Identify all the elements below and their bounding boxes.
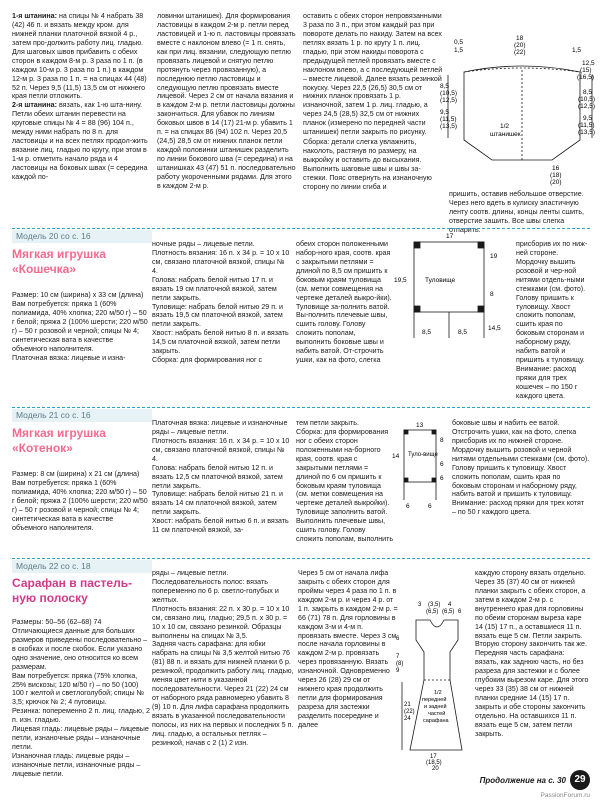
title-22-line2: ную полоску (12, 591, 88, 605)
s21-dim-r1: 8 (440, 437, 444, 444)
s20-dim-b2: 8,5 (458, 329, 468, 336)
s20-label-body: Туловище (425, 277, 456, 284)
dim-side2: (15) (580, 67, 592, 74)
s22-dim-t2: (3,5) (428, 602, 441, 608)
kitten-cat-diagram (392, 230, 514, 355)
s21-col4-text: боковые швы и набить ее ватой. Отстрочить ушки, как на фото, слегка присборив их по нижней стороне. Мордочку вышить розовой и черной нитями отдельными стежками (см. фото). Голову пришить к туловищу. Хвост сложить пополам, сшить края по боковым сторонам и наборному ряду, набить ватой и пришить к туловищу. Внимание: расход пряжи для трех котят – по 50 г каждого цвета. (452, 418, 590, 517)
s21-dim-r3: 6 (440, 475, 444, 482)
top-col4-text: пришить, оставив небольшое отверстие. Через него вдеть в кулиску эластичную ленту соотв. длины, концы ленты сшить, отверстие зашить. Все швы слегка отпарить. (449, 190, 584, 234)
dim-15b: 1,5 (572, 47, 582, 54)
s22-dim-t4: (6,5) (426, 609, 439, 615)
top-col3-text: оставить с обеих сторон непровязанными 3 раза по 3 п., при этом каждый раз при повороте делать по накиду. Затем на всех петлях вязать 1 р. по кругу 1 п. лиц. гладью, при этом накиды поворота с предыдущей петлей провязать вместе с наклоном влево, а с последующей петлей – вместе лицевой. Далее вязать резинкой покуску. Через 22,5 (26,5) 30,5 см от нижних планок провязать 1 р. изнаночной, затем 1 р. лиц. гладью, а через 24,5 (28,5) 32,5 см от нижних планок (измерено по передней части штанишек) петли закрыть по рисунку. (303, 12, 443, 137)
s22-label-4: частей (428, 711, 446, 717)
s20-col1 (12, 282, 150, 371)
sundress-diagram (396, 600, 476, 770)
band-label-21: Модель 21 со с. 16 (16, 410, 91, 420)
dim-ll3: (13,5) (440, 123, 457, 130)
s21-dim-b2: 6 (428, 503, 432, 510)
band-model-20 (12, 230, 152, 243)
top-col3 (303, 12, 443, 192)
s21-col3 (296, 410, 394, 553)
s22-col4 (475, 560, 590, 748)
s22-dim-t1: 3 (418, 602, 422, 608)
s22-dim-b1: 17 (430, 754, 437, 760)
dim-rl1: 9,5 (583, 115, 593, 122)
s21-col2-text: Платочная вязка: лицевые и изнаночные ряды – лицевые петли. Плотность вязания: 16 п. х 34 р. = 10 х 10 см, связано платочной вязкой, спицы № 4. Голова: набрать белой нитью 12 п. и вязать 12,5 см платочной вязкой, затем петли закрыть. Туловище: набрать белой нитью 21 п. и вязать 14 см платочной вязкой, затем петли закрыть. Хвост: набрать белой нитью 6 п. и вязать 11 см платочной вязкой, за- (152, 418, 290, 535)
watermark: PassionForum.ru (540, 792, 590, 799)
top-col2-text: ловинки штанишек). Для формирования ластовицы в каждом 2-м р. петли перед ластовицей и 1-ю п. ластовицы провязать вместе с наклоном влево (= 1 п. снять, как при лиц. вязании, следующую петлю провязать лицевой и снятую петлю протянуть через провязанную), а последнюю петлю ластовицы и следующую петлю провязать вместе лицевой. Через 2 см от начала вязания и в каждом 2-м р. петли ластовицы должны закончиться. Для убавок по линиям боковых швов в 14 (17) 21-м р. убавить 1 п. = на спицах 86 (94) 102 п. Через 20,5 (24,5) 28,5 см от нижних планок петли каждой половинки штанишек разделить по линии бокового шва (= середина) и на штанишках 43 (47) 51 п. последовательно работу укороченными рядами. Для этого в каждом 2-м р. (157, 12, 296, 190)
s20-col3 (296, 231, 393, 374)
s20-dim-r2: 14,5 (488, 325, 501, 332)
s22-dim-h1: 21 (404, 702, 411, 708)
dim-w18: (18) (550, 172, 562, 179)
s22-col3 (298, 560, 398, 739)
s21-col4 (452, 410, 590, 526)
label-shorts: штанишек (490, 131, 521, 138)
dim-20: (20) (514, 42, 526, 49)
s20-dim-side: 8 (490, 291, 494, 298)
s22-dim-t3: 4 (448, 602, 452, 608)
s22-dim-t5: (6,5) (442, 609, 455, 615)
dim-w20: (20) (550, 179, 562, 186)
dim-ll2: (11,5) (440, 116, 457, 123)
s21-dim-left: 14 (392, 453, 400, 460)
band-label-20: Модель 20 со с. 16 (16, 231, 91, 241)
dim-side3: (16,5) (577, 74, 594, 81)
dim-22: (22) (514, 49, 526, 56)
page-number: 29 (570, 770, 590, 790)
s22-dim-l4: 9 (396, 668, 400, 674)
divider-20 (12, 228, 590, 229)
dim-side1: 12,5 (582, 60, 595, 67)
top-col1-text-b: 2-я штанина: вязать, как 1-ю шта-нину. Петли обеих штанин перевести на круговые спицы № 4 = 88 (96) 104 п., между ними набрать по 8 п. для ластовицы и на всех петлях продол-жить вязание лиц. гладью по кругу, при этом в 1-м р. отметить начало ряда и 4 ластовицы на боковых швах (= середина каждой по- (12, 101, 148, 181)
s22-label-5: сарафана (423, 718, 449, 724)
s20-col4-text: присборив их по ниж-ней стороне. Мордочку вышить розовой и чер-ной нитями отдель-ными стежками (см. фото). Голову пришить к туловищу. Хвост сложить пополам, сшить края по боковым сторонам и наборному ряду, набить ватой и пришить к туловищу. Внимание: расход пряжи для трех кошечек – по 150 г каждого цвета. (516, 239, 588, 400)
title-21-line1: Мягкая игрушка (12, 426, 106, 440)
top-col3-assembly: Сборка: детали слегка увлажнить, наколоть, растянув по размеру, на выкройку и оставить до высыхания. Выполнить шаговые швы и швы за-стежки. Пояс отвернуть на изнаночную сторону по линии сгиба и (303, 138, 432, 191)
divider-21 (12, 407, 590, 408)
top-col1-text-a: 1-я штанина: на спицы № 4 набрать 38 (42) 46 п. и вязать между кром. для нижней планки платочной вязкой 4 р., затем про-должить работу лиц. гладью. Для шаговых швов прибавить с обеих сторон в каждом 8-м р. 3 раза по 1 п. (в каждом 10-м р. 3 раза по 1 п.) в каждом 12-м р. 3 раза по 1 п. = на спицах 44 (48) 52 п. Через 9,5 (11,5) 13,5 см от нижнего края петли отложить. (12, 12, 147, 101)
top-col2 (157, 12, 297, 191)
sundress-outline (410, 620, 462, 750)
divider-22 (12, 558, 590, 559)
dim-rl2: (11,5) (578, 122, 595, 129)
kitten-diagram (392, 420, 452, 510)
s21-col1 (12, 461, 150, 541)
dim-w16: 16 (552, 165, 560, 172)
dim-18: 18 (516, 35, 524, 42)
s22-dim-h2: (22) (404, 709, 415, 715)
s22-label-3: и задней (424, 704, 447, 710)
s21-dim-r2: 6 (440, 461, 444, 468)
s20-dim-left: 19,5 (394, 277, 407, 284)
s20-col3-text: обеих сторон положенными набор-ного края, соотв. края с закрытыми петлями = длиной по 8,5 см пришить к боковым краям туловища (см. метки совмещения на чертеже деталей выкро-йки). Туловище за-полнить ватой. Вы-полнить плечевые швы, сшить голову. Голову сложить пополам, выполнить боковые швы и набить ватой. От-строчить ушки, как на фото, слегка (296, 239, 392, 365)
title-21-line2: «Котенок» (12, 441, 73, 455)
s20-dim-top: 17 (446, 233, 454, 240)
shorts-pattern-diagram (440, 30, 600, 190)
s21-col2 (152, 410, 292, 544)
title-22-line1: Сарафан в пастель- (12, 576, 133, 590)
dim-05: 0,5 (454, 39, 464, 46)
title-20 (12, 247, 106, 277)
s22-dim-t6: 6 (458, 609, 462, 615)
s22-col3-text: Через 5 см от начала лифа закрыть с обеих сторон для проймы через 4 раза по 1 п. в каждом 2-м р. и через 4 р. от 1 п. закрыть в каждом 2-м р. = 66 (71) 78 п. Для горловины в каждом 3-м и 4-м п. провязать вместе. Через 3 см после начала горловины в каждом 2-м р. провязать через провязанную. Вязать изнаночной. Одновременно через 26 (28) 29 см от нижнего края продолжить петли для формирования разреза для застежки разделить посередине и далее (298, 568, 398, 729)
s21-dim-b1: 6 (406, 503, 410, 510)
title-22 (12, 576, 132, 606)
s22-col2-text: ряды – лицевые петли. Последовательность полос: вязать попеременно по 6 р. светло-голубых и желтых. Плотность вязания: 22 п. х 30 р. = 10 х 10 см, связано лиц. гладью; 29,5 п. х 30 р. = 10 х 10 см, связано резинкой. Образцы выполнены на спицах № 3,5. Задняя часть сарафана: для юбки набрать на спицы № 3,5 желтой нитью 76 (81) 88 п. и вязать для нижней планки 6 р. резинкой, продолжить работу лиц. гладью, меняя цвет нити в указанной последовательности. Через 21 (22) 24 см от наборного ряда равномерно убавить 8 (9) 10 п. Для лифа сарафана продолжить вязать в указанной последовательности полосы, из них на первых и последних 5 п. лиц. гладью, а остальных петлях – резинкой, начав с 2 (1) 2 изн. (152, 568, 294, 747)
s22-col1-text: Размеры: 50–56 (62–68) 74 Отличающиеся данные для больших размеров приведены последовательно – в скобках и после скобок. Если указано одно значение, оно относится ко всем размерам. Вам потребуется: пряжа (75% хлопка, 25% вискозы; 120 м/50 г) – по 50 (100) 100 г желтой и светлоголубой; спицы № 3,5; крючок № 2; 4 пуговицы. Резинка: попеременно 2 п. лиц. гладью, 2 п. изн. гладью. Лицевая гладь: лицевые ряды – лицевые петли, изнаночные ряды – изнаночные петли. Изнаночная гладь: лицевые ряды – изнаночные петли, изнаночные ряды – лицевые петли. (12, 617, 150, 778)
s22-dim-b2: (18,5) (426, 760, 442, 766)
continued-note: Продолжение на с. 30 (479, 776, 566, 785)
dim-left3: (12,5) (440, 97, 457, 104)
title-20-line2: «Кошечка» (12, 262, 77, 276)
top-col1 (12, 12, 150, 182)
s21-col1-text: Размер: 8 см (ширина) х 21 см (длина) Вам потребуется: пряжа 1 (60% полиамида, 40% хлопка; 220 м/50 г) – 50 г белой; пряжа 2 (100% шерсти; 220 м/50 г) – 50 г розовой и черной; спицы № 4; синтетическая вата в качестве объемного наполнителя. (12, 469, 148, 532)
s22-label-2: передней (422, 697, 447, 703)
dim-rs1: 8,5 (583, 89, 593, 96)
band-model-21 (12, 409, 152, 422)
s22-dim-b3: 20 (432, 766, 439, 770)
dim-15a: 1,5 (454, 47, 464, 54)
s20-col2-text: ночные ряды – лицевые петли. Плотность вязания: 16 п. х 34 р. = 10 х 10 см, связано платочной вязкой, спицы № 4. Голова: набрать белой нитью 17 п. и вязать 19 см платочной вязкой, затем петли закрыть. Туловище: набрать белой нитью 29 п. и вязать 19,5 см платочной вязкой, затем петли закрыть. Хвост: набрать белой нитью 8 п. и вязать 14,5 см платочной вязкой, затем петли закрыть. Сборка: для формирования ног с (152, 239, 290, 365)
dim-rs3: (12,5) (578, 103, 595, 110)
s22-col4-text: каждую сторону вязать отдельно. Через 35 (37) 40 см от нижней планки закрыть с обеих сторон, а затем в каждом 2-м р. с внутреннего края для горловины по обеим сторонам выреза каре 14 (15) 17 п., а оставшиеся 11 п. вязать еще 5 см. Петли закрыть. Вторую сторону закончить так же. Передняя часть сарафана: вязать, как заднюю часть, но без разреза для застежки и с более глубоким вырезом каре. Для этого через 33 (35) 38 см от нижней планки средние 14 (15) 17 п. закрыть и обе стороны закончить отдельно. На оставшихся 11 п. вязать еще 5 см, затем петли закрыть. (475, 568, 589, 738)
s21-label-body: Туло-вище (408, 452, 438, 458)
s20-col4 (516, 231, 590, 410)
s21-dim-top: 13 (416, 422, 424, 429)
s22-dim-l2: 7 (396, 654, 400, 660)
shorts-outline (464, 66, 580, 160)
s22-dim-l1: 6 (396, 636, 400, 642)
dim-rl3: (13,5) (578, 129, 595, 136)
title-21 (12, 426, 106, 456)
s20-col2 (152, 231, 292, 374)
s22-dim-h3: 24 (404, 716, 411, 722)
title-20-line1: Мягкая игрушка (12, 247, 106, 261)
band-model-22 (12, 560, 152, 573)
dim-left2: (10,5) (440, 90, 457, 97)
label-half: 1/2 (500, 123, 510, 130)
dim-rs2: (10,5) (578, 96, 595, 103)
s22-label-1: 1/2 (434, 690, 442, 696)
s20-dim-b1: 8,5 (422, 329, 432, 336)
dim-ll1: 9,5 (440, 109, 450, 116)
s22-dim-l3: (8) (396, 661, 404, 667)
s21-col3-text: тем петли закрыть. Сборка: для формирования ног с обеих сторон положенными на-борного края, соотв. края с закрытыми петлями = длиной по 6 см пришить к боковым краям туловища (см. метки совмещения на чертеже деталей выкройки). Туловище заполнить ватой. Выполнить плечевые швы, сшить голову. Голову сложить пополам, выполнить (296, 418, 394, 544)
dim-left1: 8,5 (440, 83, 450, 90)
band-label-22: Модель 22 со с. 18 (16, 561, 91, 571)
s22-col2 (152, 560, 294, 757)
s20-dim-r1: 19 (490, 253, 498, 260)
s20-col1-text: Размер: 10 см (ширина) х 33 см (длина) Вам потребуется: пряжа 1 (60% полиамида, 40% хлопка; 220 м/50 г) – 50 г белой; пряжа 2 (100% шерсти; 220 м/50 г) – 50 г розовой и черной; спицы № 4; синтетическая вата в качестве объемного наполнителя. Платочная вязка: лицевые и изна- (12, 290, 148, 362)
s22-col1 (12, 609, 150, 788)
